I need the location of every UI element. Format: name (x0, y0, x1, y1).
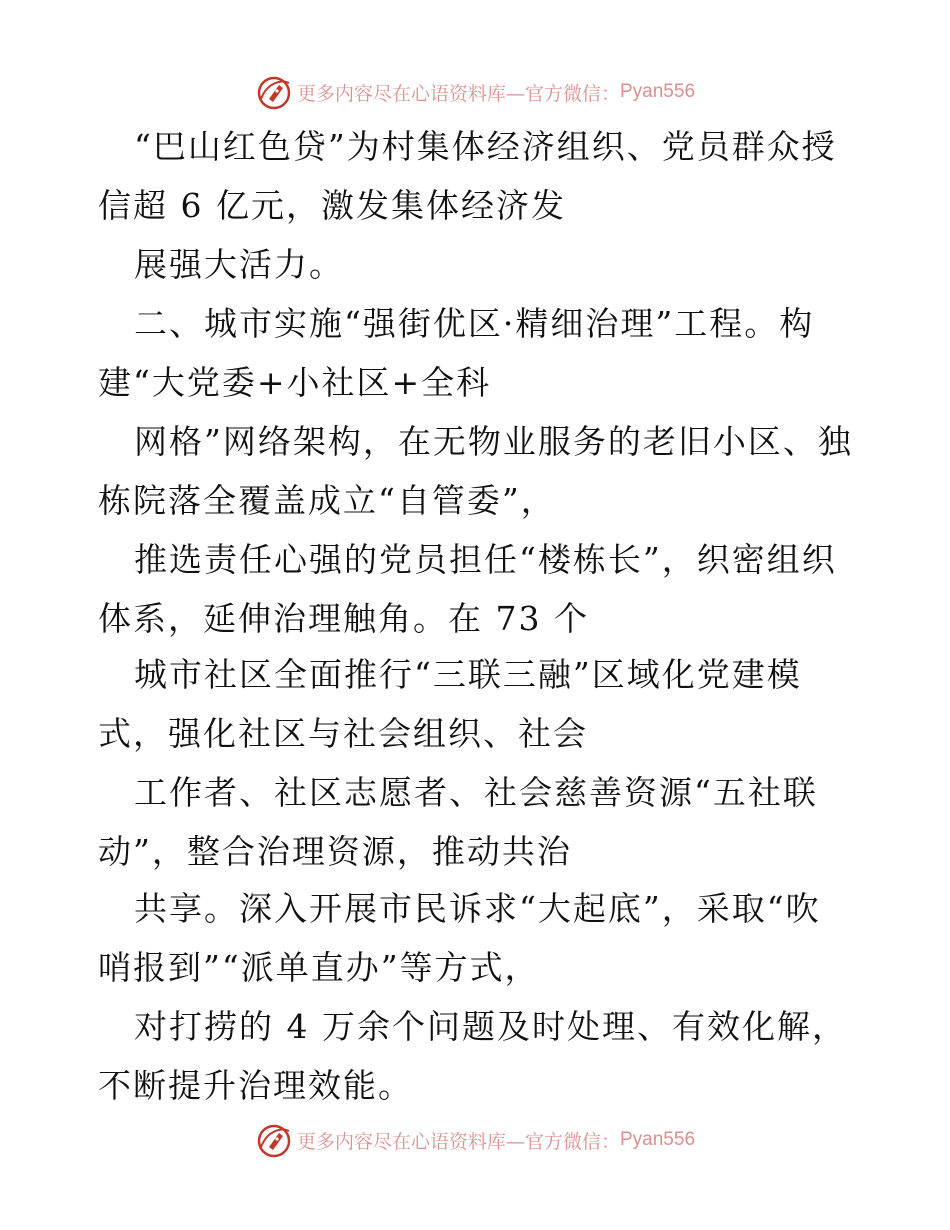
body-line: 动”，整合治理资源，推动共治 (98, 832, 572, 871)
body-line: 共享。深入开展市民诉求“大起底”，采取“吹 (134, 889, 821, 928)
body-line: 网格”网络架构，在无物业服务的老旧小区、独 (134, 422, 853, 461)
logo-icon (255, 1121, 293, 1159)
watermark-slogan: 更多内容尽在心语资料库—官方微信： (296, 82, 620, 105)
body-line: 城市社区全面推行“三联三融”区域化党建模 (134, 655, 802, 694)
body-line: 二、城市实施“强街优区·精细治理”工程。构 (134, 304, 815, 343)
header-watermark-banner (0, 70, 950, 114)
body-line: 展强大活力。 (134, 245, 344, 284)
body-line: 哨报到”“派单直办”等方式， (98, 948, 540, 987)
body-line: 不断提升治理效能。 (98, 1066, 413, 1105)
body-line: 工作者、社区志愿者、社会慈善资源“五社联 (134, 773, 818, 812)
body-line: “巴山红色贷”为村集体经济组织、党员群众授 (134, 127, 837, 166)
body-line: 建“大党委+小社区+全科 (98, 363, 492, 402)
watermark-slogan: 更多内容尽在心语资料库—官方微信： (296, 1130, 620, 1153)
watermark-wechat-handle: Pyan556 (620, 81, 696, 102)
body-line: 栋院落全覆盖成立“自管委”， (98, 481, 556, 520)
logo-icon (255, 73, 293, 111)
body-line: 推选责任心强的党员担任“楼栋长”，织密组织 (134, 540, 837, 579)
footer-watermark-banner (0, 1118, 950, 1162)
body-line: 体系，延伸治理触角。在 73 个 (98, 599, 589, 638)
body-line: 式，强化社区与社会组织、社会 (98, 714, 588, 753)
body-line: 信超 6 亿元，激发集体经济发 (98, 186, 566, 225)
watermark-wechat-handle: Pyan556 (620, 1129, 696, 1150)
body-line: 对打捞的 4 万余个问题及时处理、有效化解， (134, 1007, 847, 1046)
